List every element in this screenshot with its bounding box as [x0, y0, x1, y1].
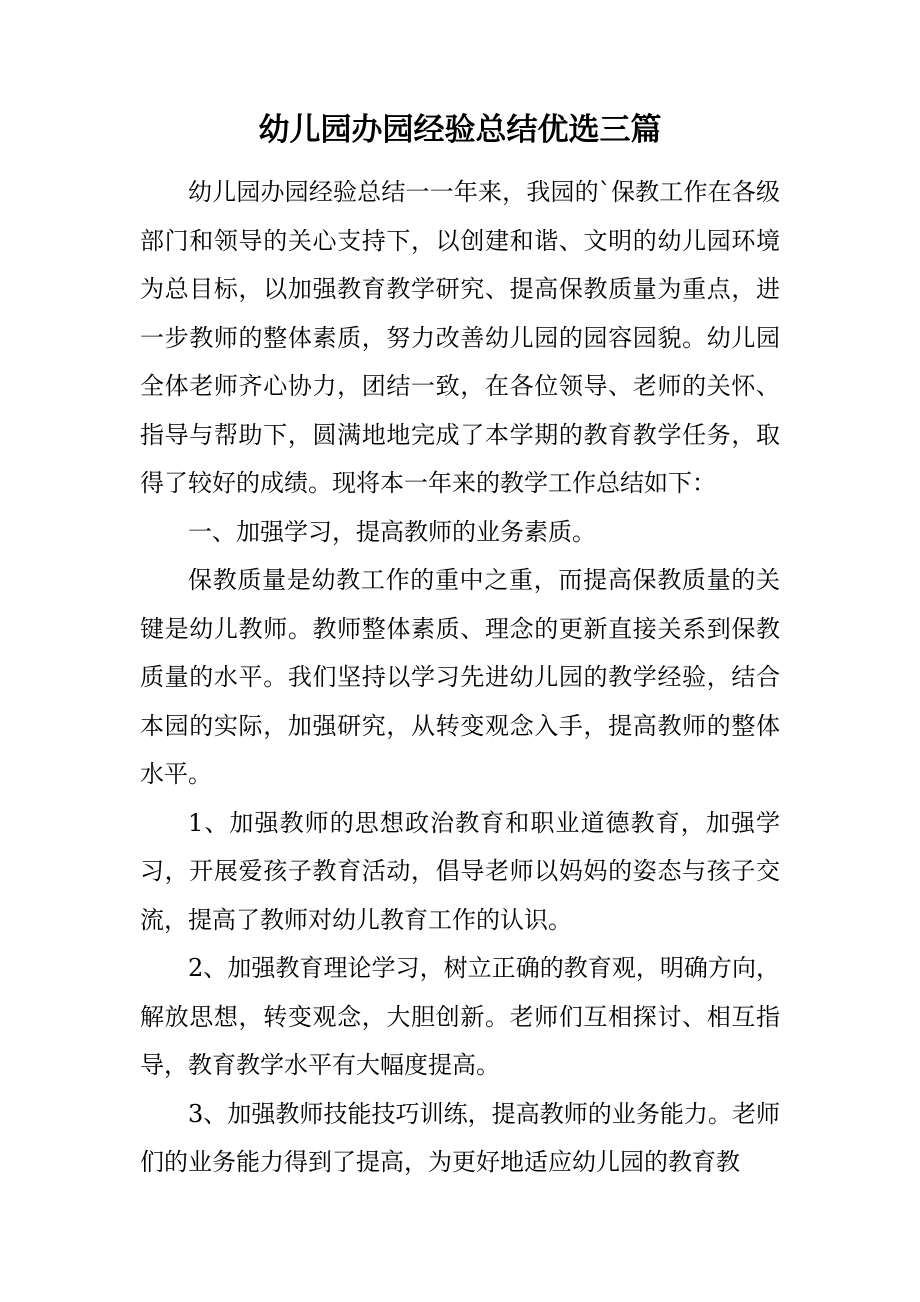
- document-title: 幼儿园办园经验总结优选三篇: [258, 112, 662, 148]
- list-item-3: 3、加强教师技能技巧训练，提高教师的业务能力。老师们的业务能力得到了提高，为更好地适应幼儿园的教育教: [140, 1099, 780, 1176]
- document-body: [140, 168, 780, 1187]
- paragraph-intro: 幼儿园办园经验总结一一年来，我园的`保教工作在各级部门和领导的关心支持下，以创建和谐、文明的幼儿园环境为总目标，以加强教育教学研究、提高保教质量为重点，进一步教师的整体素质，努力改善幼儿园的园容园貌。幼儿园全体老师齐心协力，团结一致，在各位领导、老师的关怀、指导与帮助下，圆满地地完成了本学期的教育教学任务，取得了较好的成绩。现将本一年来的教学工作总结如下：: [140, 178, 780, 497]
- list-item-1: 1、加强教师的思想政治教育和职业道德教育，加强学习，开展爱孩子教育活动，倡导老师以妈妈的姿态与孩子交流，提高了教师对幼儿教育工作的认识。: [140, 808, 780, 934]
- section-heading-1: 一、加强学习，提高教师的业务素质。: [188, 517, 596, 546]
- paragraph-quality: 保教质量是幼教工作的重中之重，而提高保教质量的关键是幼儿教师。教师整体素质、理念的更新直接关系到保教质量的水平。我们坚持以学习先进幼儿园的教学经验，结合本园的实际，加强研究，从转变观念入手，提高教师的整体水平。: [140, 566, 780, 788]
- list-item-2: 2、加强教育理论学习，树立正确的教育观，明确方向，解放思想，转变观念，大胆创新。老师们互相探讨、相互指导，教育教学水平有大幅度提高。: [140, 954, 780, 1079]
